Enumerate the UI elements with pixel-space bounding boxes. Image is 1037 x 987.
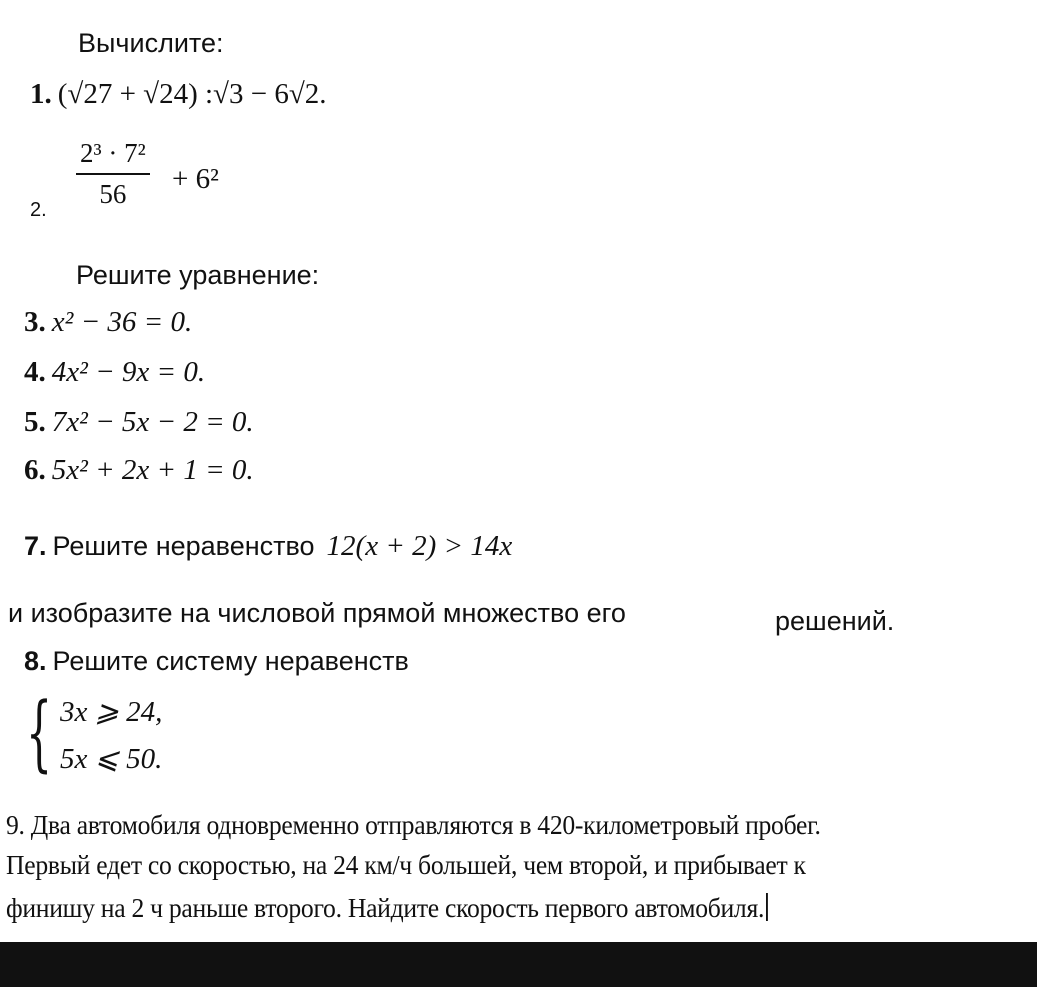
problem-number: 5. xyxy=(24,406,46,438)
problem-2-rest: + 6² xyxy=(172,163,219,195)
problem-expression: 4x² − 9x = 0. xyxy=(51,356,206,388)
problem-number: 4. xyxy=(24,356,46,388)
problem-9-line-3-text: финишу на 2 ч раньше второго. Найдите скорость первого автомобиля. xyxy=(6,893,765,923)
problem-expression: 12(x + 2) > 14x xyxy=(326,530,513,562)
problem-number: 7. xyxy=(24,531,47,561)
problem-number: 1. xyxy=(30,78,52,110)
problem-9-line-2: Первый едет со скоростью, на 24 км/ч большей, чем второй, и прибывает к xyxy=(6,850,806,880)
problem-4 xyxy=(24,358,205,387)
problem-3 xyxy=(24,308,192,337)
problem-2-number: 2. xyxy=(30,199,47,221)
problem-5 xyxy=(24,408,254,437)
system-inequality-2: 5x ⩽ 50. xyxy=(60,743,163,775)
section-title-solve-equation: Решите уравнение: xyxy=(76,260,320,290)
problem-text: Решите неравенство xyxy=(52,531,315,561)
problem-2-fraction xyxy=(76,138,150,210)
problem-expression: x² − 36 = 0. xyxy=(51,306,193,338)
problem-expression: 7x² − 5x − 2 = 0. xyxy=(51,406,254,438)
problem-expression: (√27 + √24) :√3 − 6√2. xyxy=(57,78,327,110)
problem-9-line-1: 9. Два автомобиля одновременно отправляются в 420-километровый пробег. xyxy=(6,810,821,840)
problem-number: 3. xyxy=(24,306,46,338)
system-inequality-1: 3x ⩾ 24, xyxy=(60,696,163,728)
fraction-denominator: 56 xyxy=(99,179,127,209)
problem-expression: 5x² + 2x + 1 = 0. xyxy=(51,454,254,486)
system-brace-icon: { xyxy=(26,686,53,781)
problem-1 xyxy=(30,80,327,109)
fraction-numerator: 2³ · 7² xyxy=(76,138,150,175)
problem-number: 6. xyxy=(24,454,46,486)
problem-number: 8. xyxy=(24,646,47,676)
problem-7-continuation-tail: решений. xyxy=(775,606,895,636)
problem-8 xyxy=(24,648,409,675)
section-title-calculate: Вычислите: xyxy=(78,28,224,58)
problem-6 xyxy=(24,456,254,485)
problem-7 xyxy=(24,532,512,561)
problem-text: Решите систему неравенств xyxy=(52,646,409,676)
bottom-black-bar xyxy=(0,942,1037,987)
problem-7-continuation: и изобразите на числовой прямой множество его xyxy=(8,598,626,628)
problem-9-line-3 xyxy=(6,893,768,922)
text-cursor xyxy=(766,893,768,921)
